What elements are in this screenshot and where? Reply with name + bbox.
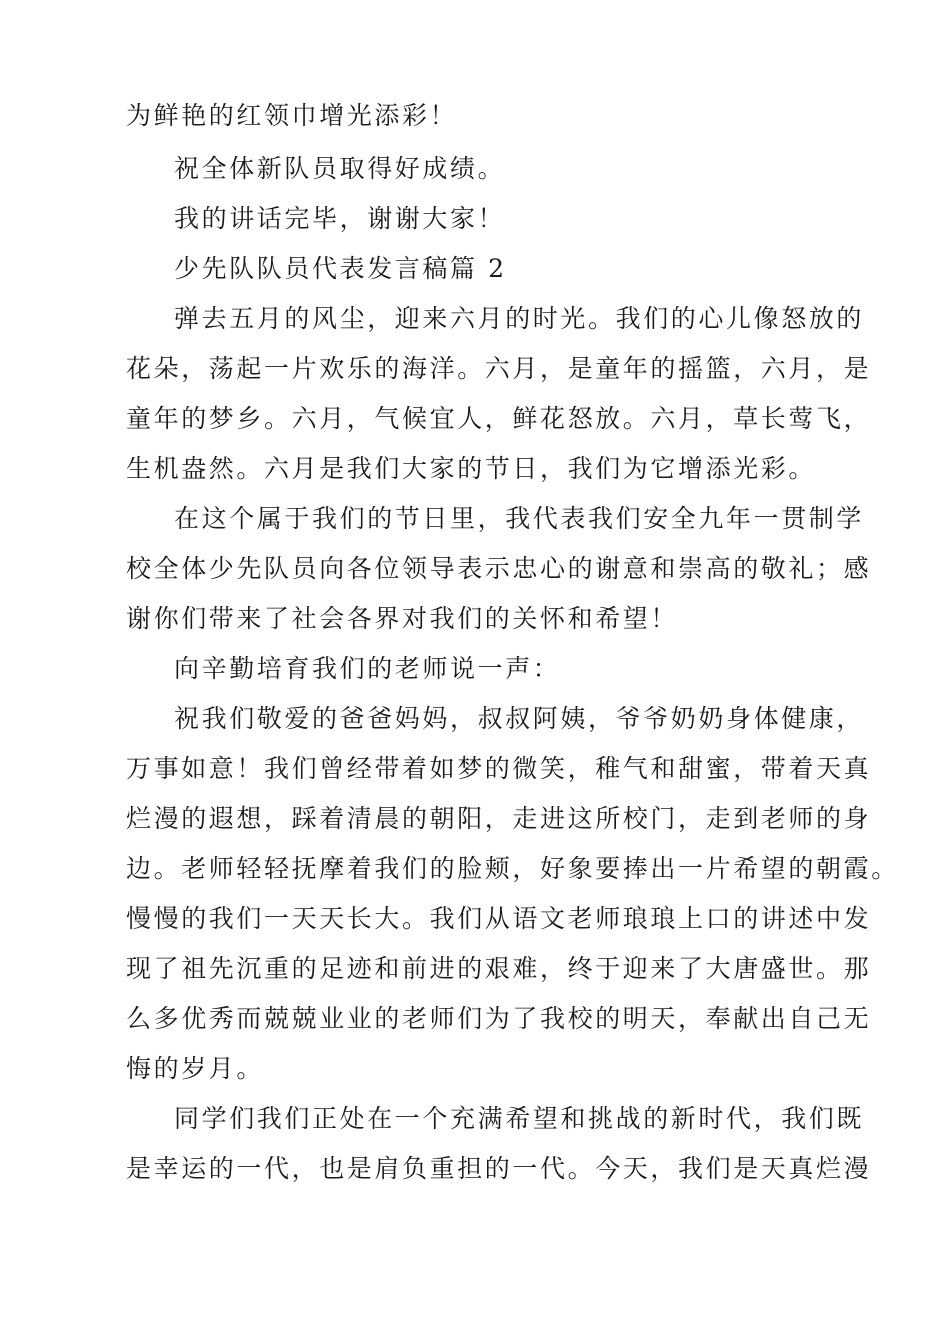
text-line-10: 校全体少先队员向各位领导表示忠心的谢意和崇高的敬礼；感 xyxy=(126,554,872,583)
text-line-2: 祝全体新队员取得好成绩。 xyxy=(174,154,506,183)
text-line-21: 同学们我们正处在一个充满希望和挑战的新时代，我们既 xyxy=(174,1104,865,1133)
text-line-1: 为鲜艳的红领巾增光添彩！ xyxy=(126,101,458,130)
text-line-17: 慢慢的我们一天天长大。我们从语文老师琅琅上口的讲述中发 xyxy=(126,904,872,933)
text-line-18: 现了祖先沉重的足迹和前进的艰难，终于迎来了大唐盛世。那 xyxy=(126,954,872,983)
text-line-5: 弹去五月的风尘，迎来六月的时光。我们的心儿像怒放的 xyxy=(174,304,865,333)
text-line-16: 边。老师轻轻抚摩着我们的脸颊，好象要捧出一片希望的朝霞。 xyxy=(126,854,899,883)
section-heading: 少先队队员代表发言稿篇 2 xyxy=(174,254,507,283)
text-line-19: 么多优秀而兢兢业业的老师们为了我校的明天，奉献出自己无 xyxy=(126,1004,872,1033)
text-line-6: 花朵，荡起一片欢乐的海洋。六月，是童年的摇篮，六月，是 xyxy=(126,354,872,383)
text-line-22: 是幸运的一代，也是肩负重担的一代。今天，我们是天真烂漫 xyxy=(126,1154,872,1183)
text-line-15: 烂漫的遐想，踩着清晨的朝阳，走进这所校门，走到老师的身 xyxy=(126,804,872,833)
text-line-12: 向辛勤培育我们的老师说一声： xyxy=(174,654,561,683)
text-line-14: 万事如意！我们曾经带着如梦的微笑，稚气和甜蜜，带着天真 xyxy=(126,754,872,783)
text-line-9: 在这个属于我们的节日里，我代表我们安全九年一贯制学 xyxy=(174,504,865,533)
text-line-7: 童年的梦乡。六月，气候宜人，鲜花怒放。六月，草长莺飞， xyxy=(126,404,872,433)
text-line-20: 悔的岁月。 xyxy=(126,1054,265,1083)
text-line-3: 我的讲话完毕，谢谢大家！ xyxy=(174,204,506,233)
text-line-11: 谢你们带来了社会各界对我们的关怀和希望！ xyxy=(126,604,679,633)
text-line-8: 生机盎然。六月是我们大家的节日，我们为它增添光彩。 xyxy=(126,454,817,483)
text-line-13: 祝我们敬爱的爸爸妈妈，叔叔阿姨，爷爷奶奶身体健康， xyxy=(174,704,865,733)
